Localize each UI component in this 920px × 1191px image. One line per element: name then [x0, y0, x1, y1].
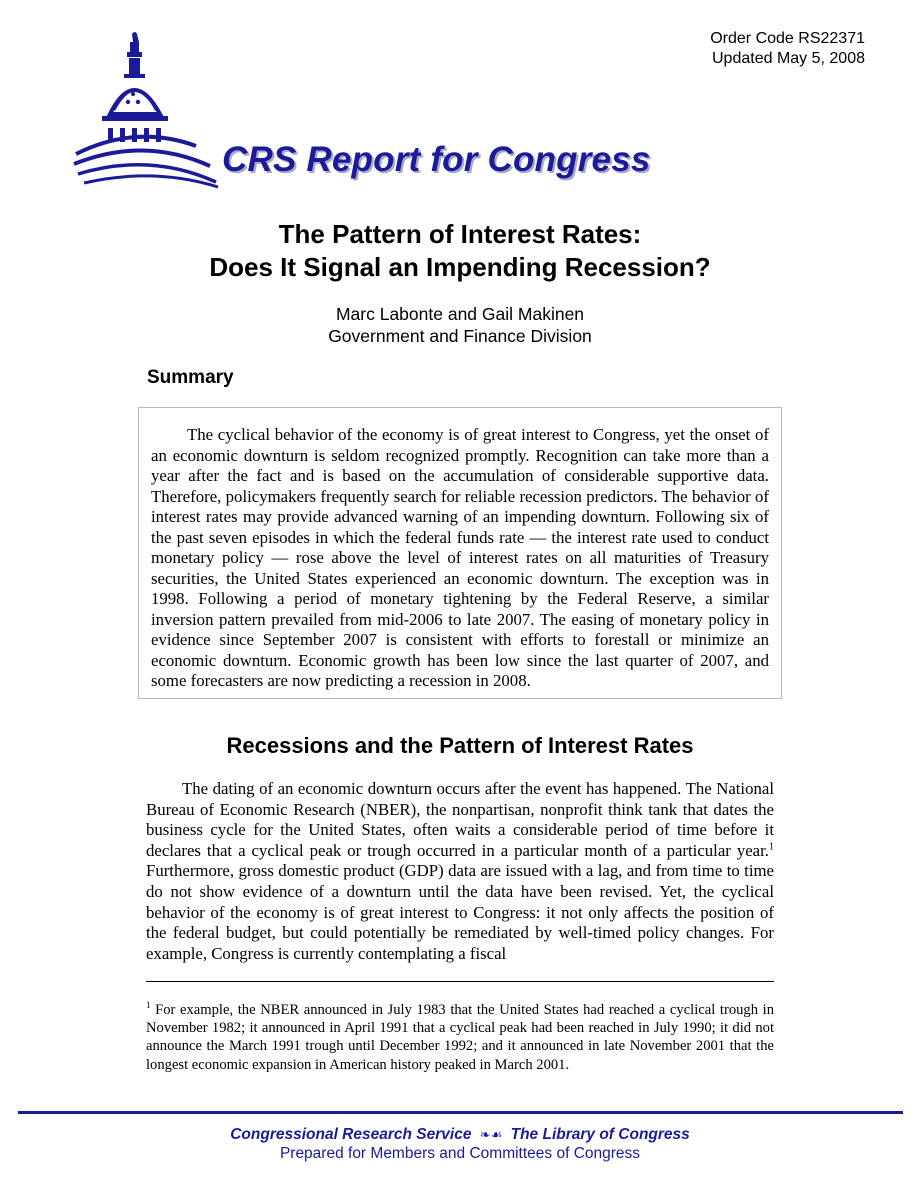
body-text-part-2: Furthermore, gross domestic product (GDP) data are issued with a lag, and from time to time do not show evidence of a downturn until the data have been revised. Yet, the cyclical behavior of the economy is of great interest to Congress: it not only affects the position of the federal budget, but could potentially be remediated by well-timed policy changes. For example, Congress is currently contemplating a fiscal [146, 861, 774, 963]
summary-box [138, 407, 782, 699]
summary-text: The cyclical behavior of the economy is of great interest to Congress, yet the onset of an economic downturn is seldom recognized promptly. Recognition can take more than a year after the fact and is based on the accumulation of considerable supportive data. Therefore, policymakers frequently search for reliable recession predictors. The behavior of interest rates may provide advanced warning of an impending downturn. Following six of the past seven episodes in which the federal funds rate — the interest rate used to conduct monetary policy — rose above the level of interest rates on all maturities of Treasury securities, the United States experienced an economic downturn. The exception was in 1998. Following a period of monetary tightening by the Federal Reserve, a similar inversion pattern prevailed from mid-2006 to late 2007. The easing of monetary policy in evidence since September 2007 is consistent with efforts to forestall or minimize an economic downturn. Economic growth has been low since the last quarter of 2007, and some forecasters are now predicting a recession in 2008. [151, 425, 769, 690]
footnote-number: 1 [146, 1000, 151, 1011]
body-paragraph [146, 779, 774, 965]
masthead-title: CRS Report for Congress [222, 140, 651, 179]
summary-heading: Summary [147, 367, 234, 388]
body-text-part-1: The dating of an economic downturn occurs after the event has happened. The National Bureau of Economic Research (NBER), the nonpartisan, nonprofit think tank that dates the business cycle for the United States, often waits a considerable period of time before it declares that a cyclical peak or trough occurred in a particular month of a particular year. [146, 779, 774, 860]
order-code: Order Code RS22371 [710, 30, 865, 47]
footer-divider [18, 1111, 903, 1114]
footer-line-2: Prepared for Members and Committees of Congress [279, 1145, 641, 1162]
footer-crs: Congressional Research Service [230, 1126, 472, 1143]
ornament-icon: ❧☙ [479, 1127, 503, 1142]
author-names: Marc Labonte and Gail Makinen [335, 304, 585, 324]
footnote-text: For example, the NBER announced in July 1983 that the United States had reached a cyclical trough in November 1982; it announced in April 1991 that a cyclical peak had been reached in July 1990; it did not announce the March 1991 trough until December 1992; and it announced in late November 2001 that the longest economic expansion in American history peaked in March 2001. [146, 1002, 774, 1073]
footer-loc: The Library of Congress [510, 1126, 690, 1143]
title-line-1: The Pattern of Interest Rates: [278, 219, 642, 249]
title-line-2: Does It Signal an Impending Recession? [209, 252, 711, 282]
author-division: Government and Finance Division [328, 326, 592, 346]
report-title [0, 218, 920, 284]
footnote-reference[interactable]: 1 [769, 841, 774, 853]
updated-date: Updated May 5, 2008 [712, 50, 865, 67]
capitol-dome-icon [72, 28, 220, 190]
section-heading: Recessions and the Pattern of Interest Rates [226, 733, 694, 758]
footer-line-1 [0, 1126, 920, 1144]
footnote-divider [146, 981, 774, 982]
order-info [710, 29, 865, 69]
authors-block [0, 303, 920, 347]
footnote [146, 1001, 774, 1074]
